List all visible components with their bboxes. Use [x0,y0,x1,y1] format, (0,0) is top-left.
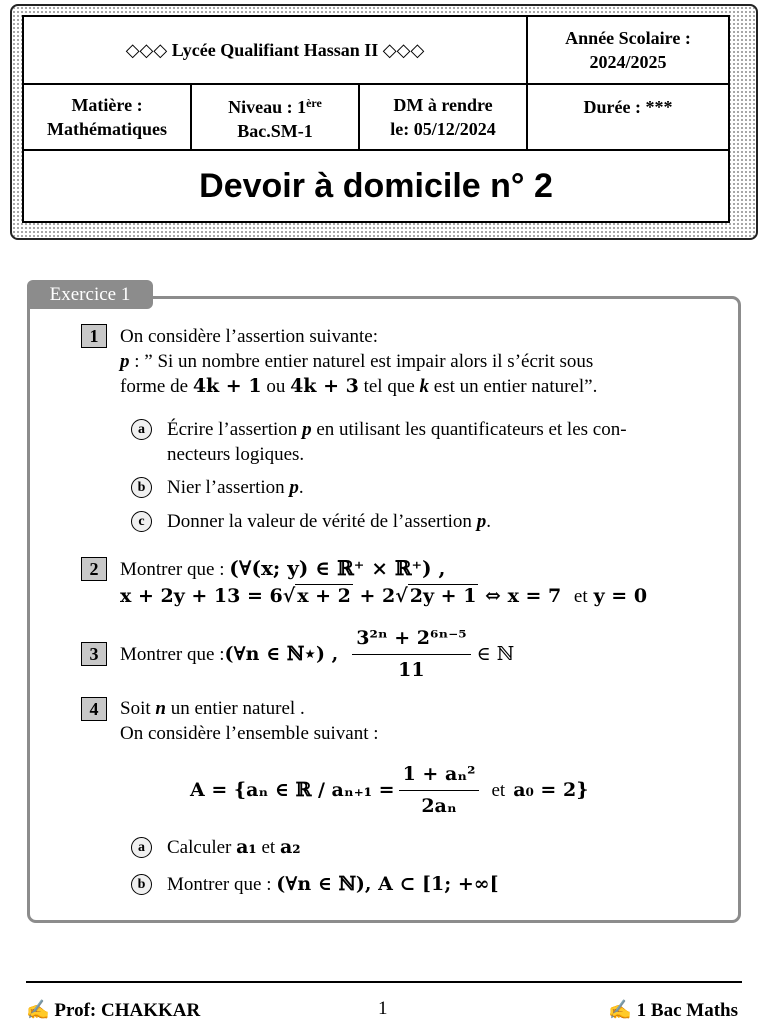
q1-assertion-line1 [120,349,593,374]
set-definition [190,758,588,822]
assertion-text-2c: est un entier naturel”. [429,376,598,397]
q2-eq-y: y = 0 [593,585,648,607]
q4-intro1b: un entier naturel . [165,698,305,719]
q1-intro: On considère l’assertion suivante: [120,326,379,347]
duration-text: Durée : *** [583,97,673,117]
school-year-label: Année Scolaire : [565,28,691,48]
q2-et: et [573,586,588,607]
question-number-1: 1 [81,324,107,348]
q4b-text [167,872,499,897]
subpart-1b-label: b [131,477,152,498]
q1a-text1b: en utilisant les quantificateurs et les con- [311,419,627,440]
q1a-line1 [167,417,627,442]
q4-var-n: n [155,698,166,719]
q3-quantifier: (∀n ∈ ℕ⋆) , [224,642,339,665]
q2-sqrt-1: x + 2 [297,585,351,607]
q2-lead: Montrer que : [120,559,230,580]
duration-cell [528,85,728,149]
question-number-2: 2 [81,557,107,581]
q2-sqrt-2: 2y + 1 [409,585,477,607]
q1c-text [167,509,491,534]
due-value: le: 05/12/2024 [390,119,496,139]
exercise-tab-label: Exercice 1 [49,283,131,305]
sqrt-symbol-1: √ [282,585,296,607]
q2-line1 [120,556,446,582]
level-sup: ère [306,96,322,110]
q1a-text1a: Écrire l’assertion [167,419,303,440]
q3-fraction [352,626,470,683]
subject-label: Matière : [71,95,143,115]
q2-equation [120,584,647,609]
q4b-expression: (∀n ∈ ℕ), A ⊂ [1; +∞[ [276,873,499,895]
footer-class: ✍ 1 Bac Maths [608,1000,738,1021]
assertion-or: ou [261,376,291,397]
q4a-a1: a₁ [236,836,257,858]
set-frac-den: 2aₙ [421,794,457,817]
due-date-cell [360,85,526,149]
level-label: Niveau : 1ère [228,96,322,117]
q3-numerator: 3²ⁿ + 2⁶ⁿ⁻⁵ [352,626,470,655]
q1c-text-main: Donner la valeur de vérité de l’assertion [167,511,477,532]
q1c-var-p: p [476,511,487,532]
set-right: a₀ = 2} [513,778,589,801]
q2-quantifier: (∀(x; y) ∈ ℝ⁺ × ℝ⁺) , [229,556,446,580]
set-left: A = {aₙ ∈ ℝ / aₙ₊₁ = [190,778,395,801]
var-p: p [120,351,130,372]
subpart-1c-label: c [131,511,152,532]
q1b-var-p: p [289,477,299,498]
q4a-et: et [256,837,280,858]
question-number-4: 4 [81,697,107,721]
q1a-line2: necteurs logiques. [167,444,305,465]
header-table [22,15,730,223]
q3-line [120,624,514,684]
assertion-text-2a: forme de [120,376,193,397]
expr-4k-plus-1: 4k + 1 [192,375,262,397]
footer-page-number: 1 [378,998,388,1019]
set-fraction [399,762,480,819]
q4-intro-line2: On considère l’ensemble suivant : [120,723,379,744]
subpart-1a-label: a [131,419,152,440]
q2-eq-mid: + 2 [352,585,396,607]
expr-4k-plus-3: 4k + 3 [290,375,359,397]
level-value: Bac.SM-1 [237,121,313,141]
q1c-period: . [486,511,491,532]
q4-intro1: Soit [120,698,156,719]
subpart-4b-label: b [131,874,152,895]
page-title-text: Devoir à domicile n° 2 [199,167,553,205]
page-title [24,151,728,221]
var-k: k [419,376,430,397]
assertion-text-1: ” Si un nombre entier naturel est impair alors il s’écrit sous [144,351,594,372]
school-year [528,17,728,83]
level-cell [192,85,358,149]
q1-assertion-line2 [120,374,597,399]
footer-prof: ✍ Prof: CHAKKAR [26,1000,201,1021]
q1a-var-p: p [302,419,312,440]
set-et: et [491,779,506,801]
subpart-4a-label: a [131,837,152,858]
footer-rule [26,981,742,983]
q3-denominator: 11 [398,658,425,681]
q3-tail: ∈ ℕ [476,642,515,665]
q2-eq-right: ⇔ x = 7 [478,585,562,607]
subject-value: Mathématiques [47,119,167,139]
school-name [24,17,526,83]
question-number-3: 3 [81,642,107,666]
q4a-text [167,835,301,860]
exercise-tab [27,280,153,309]
q2-eq-left: x + 2y + 13 = 6 [120,585,283,607]
q1b-period: . [298,477,304,498]
p-separator: : [129,351,145,372]
school-year-value: 2024/2025 [589,52,667,72]
set-frac-num: 1 + aₙ² [399,762,480,791]
q4a-a2: a₂ [279,836,301,858]
subject-cell [24,85,190,149]
q4a-text-main: Calculer [167,837,237,858]
q1b-text-main: Nier l’assertion [167,477,290,498]
school-name-text: ◇◇◇ Lycée Qualifiant Hassan II ◇◇◇ [125,40,425,60]
due-label: DM à rendre [393,95,493,115]
q4b-text-main: Montrer que : [167,874,277,895]
sqrt-symbol-2: √ [395,585,408,607]
q4-intro-line1 [120,696,305,721]
q1b-text [167,475,304,500]
q3-lead: Montrer que : [120,643,225,665]
assertion-text-2b: tel que [358,376,420,397]
